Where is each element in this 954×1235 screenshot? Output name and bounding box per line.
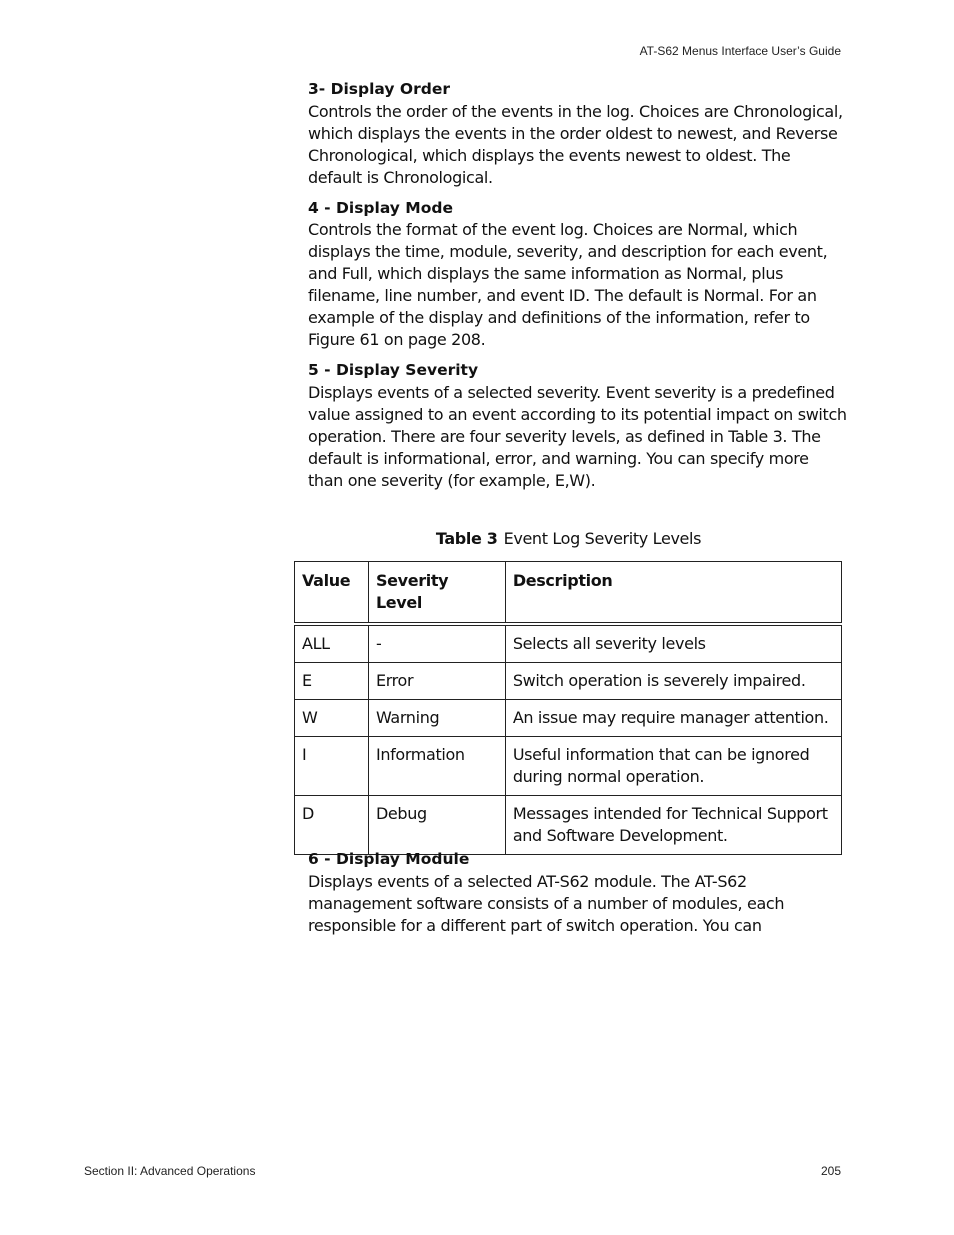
cell-description: Useful information that can be ignored during normal operation.: [505, 737, 841, 796]
page-number: 205: [820, 1164, 841, 1178]
section-body: Controls the order of the events in the log. Choices are Chronological, which displays the events in the order oldest to newest, and Reverse Chronological, which displays the events newest to oldest. The default is Chronological.: [308, 101, 843, 187]
section-display-order: [308, 79, 848, 189]
cell-value: D: [295, 796, 369, 855]
cell-severity-level: Debug: [368, 796, 505, 855]
column-header-description: Description: [505, 562, 841, 625]
table-row: [295, 624, 842, 663]
cell-description: Switch operation is severely impaired.: [505, 663, 841, 700]
section-title: 5 - Display Severity: [308, 361, 479, 379]
section-body: Displays events of a selected severity. Event severity is a predefined value assigned to an event according to its potential impact on switch operation. There are four severity levels, as defined in Table 3. The default is informational, error, and warning. You can specify more than one severity (for example, E,W).: [308, 382, 847, 490]
running-footer-section: Section II: Advanced Operations: [84, 1164, 256, 1178]
cell-value: ALL: [295, 624, 369, 663]
cell-severity-level: Information: [368, 737, 505, 796]
cell-description: Messages intended for Technical Support and Software Development.: [505, 796, 841, 855]
table-caption: [295, 528, 842, 550]
cell-value: E: [295, 663, 369, 700]
table-row: [295, 737, 842, 796]
section-display-module: [308, 849, 848, 937]
cell-value: I: [295, 737, 369, 796]
cell-severity-level: Error: [368, 663, 505, 700]
section-body: Displays events of a selected AT-S62 module. The AT-S62 management software consists of a number of modules, each responsible for a different part of switch operation. You can: [308, 871, 785, 935]
section-title: 6 - Display Module: [308, 850, 470, 868]
column-header-severity-level: Severity Level: [368, 562, 505, 625]
table-header-row: [295, 562, 842, 625]
cell-description: Selects all severity levels: [505, 624, 841, 663]
section-title: 4 - Display Mode: [308, 198, 453, 217]
main-content: [308, 79, 848, 501]
table-row: [295, 796, 842, 855]
table-row: [295, 663, 842, 700]
section-body: Controls the format of the event log. Choices are Normal, which displays the time, module, severity, and description for each event, and Full, which displays the same information as Normal, plus filename, line number, and event ID. The default is Normal. For an example of the display and definitions of the information, refer to Figure 61 on page 208.: [308, 220, 828, 349]
cell-description: An issue may require manager attention.: [505, 700, 841, 737]
section-display-severity: [308, 360, 848, 492]
cell-value: W: [295, 700, 369, 737]
cell-severity-level: -: [368, 624, 505, 663]
section-title: 3- Display Order: [308, 80, 450, 98]
severity-levels-table: [294, 561, 842, 855]
running-header: AT-S62 Menus Interface User’s Guide: [639, 44, 841, 58]
table-caption-label: Table 3: [435, 529, 498, 548]
column-header-value: Value: [295, 562, 369, 625]
cell-severity-level: Warning: [368, 700, 505, 737]
section-display-mode: [308, 198, 848, 352]
table-row: [295, 700, 842, 737]
table-caption-text: Event Log Severity Levels: [503, 529, 702, 548]
